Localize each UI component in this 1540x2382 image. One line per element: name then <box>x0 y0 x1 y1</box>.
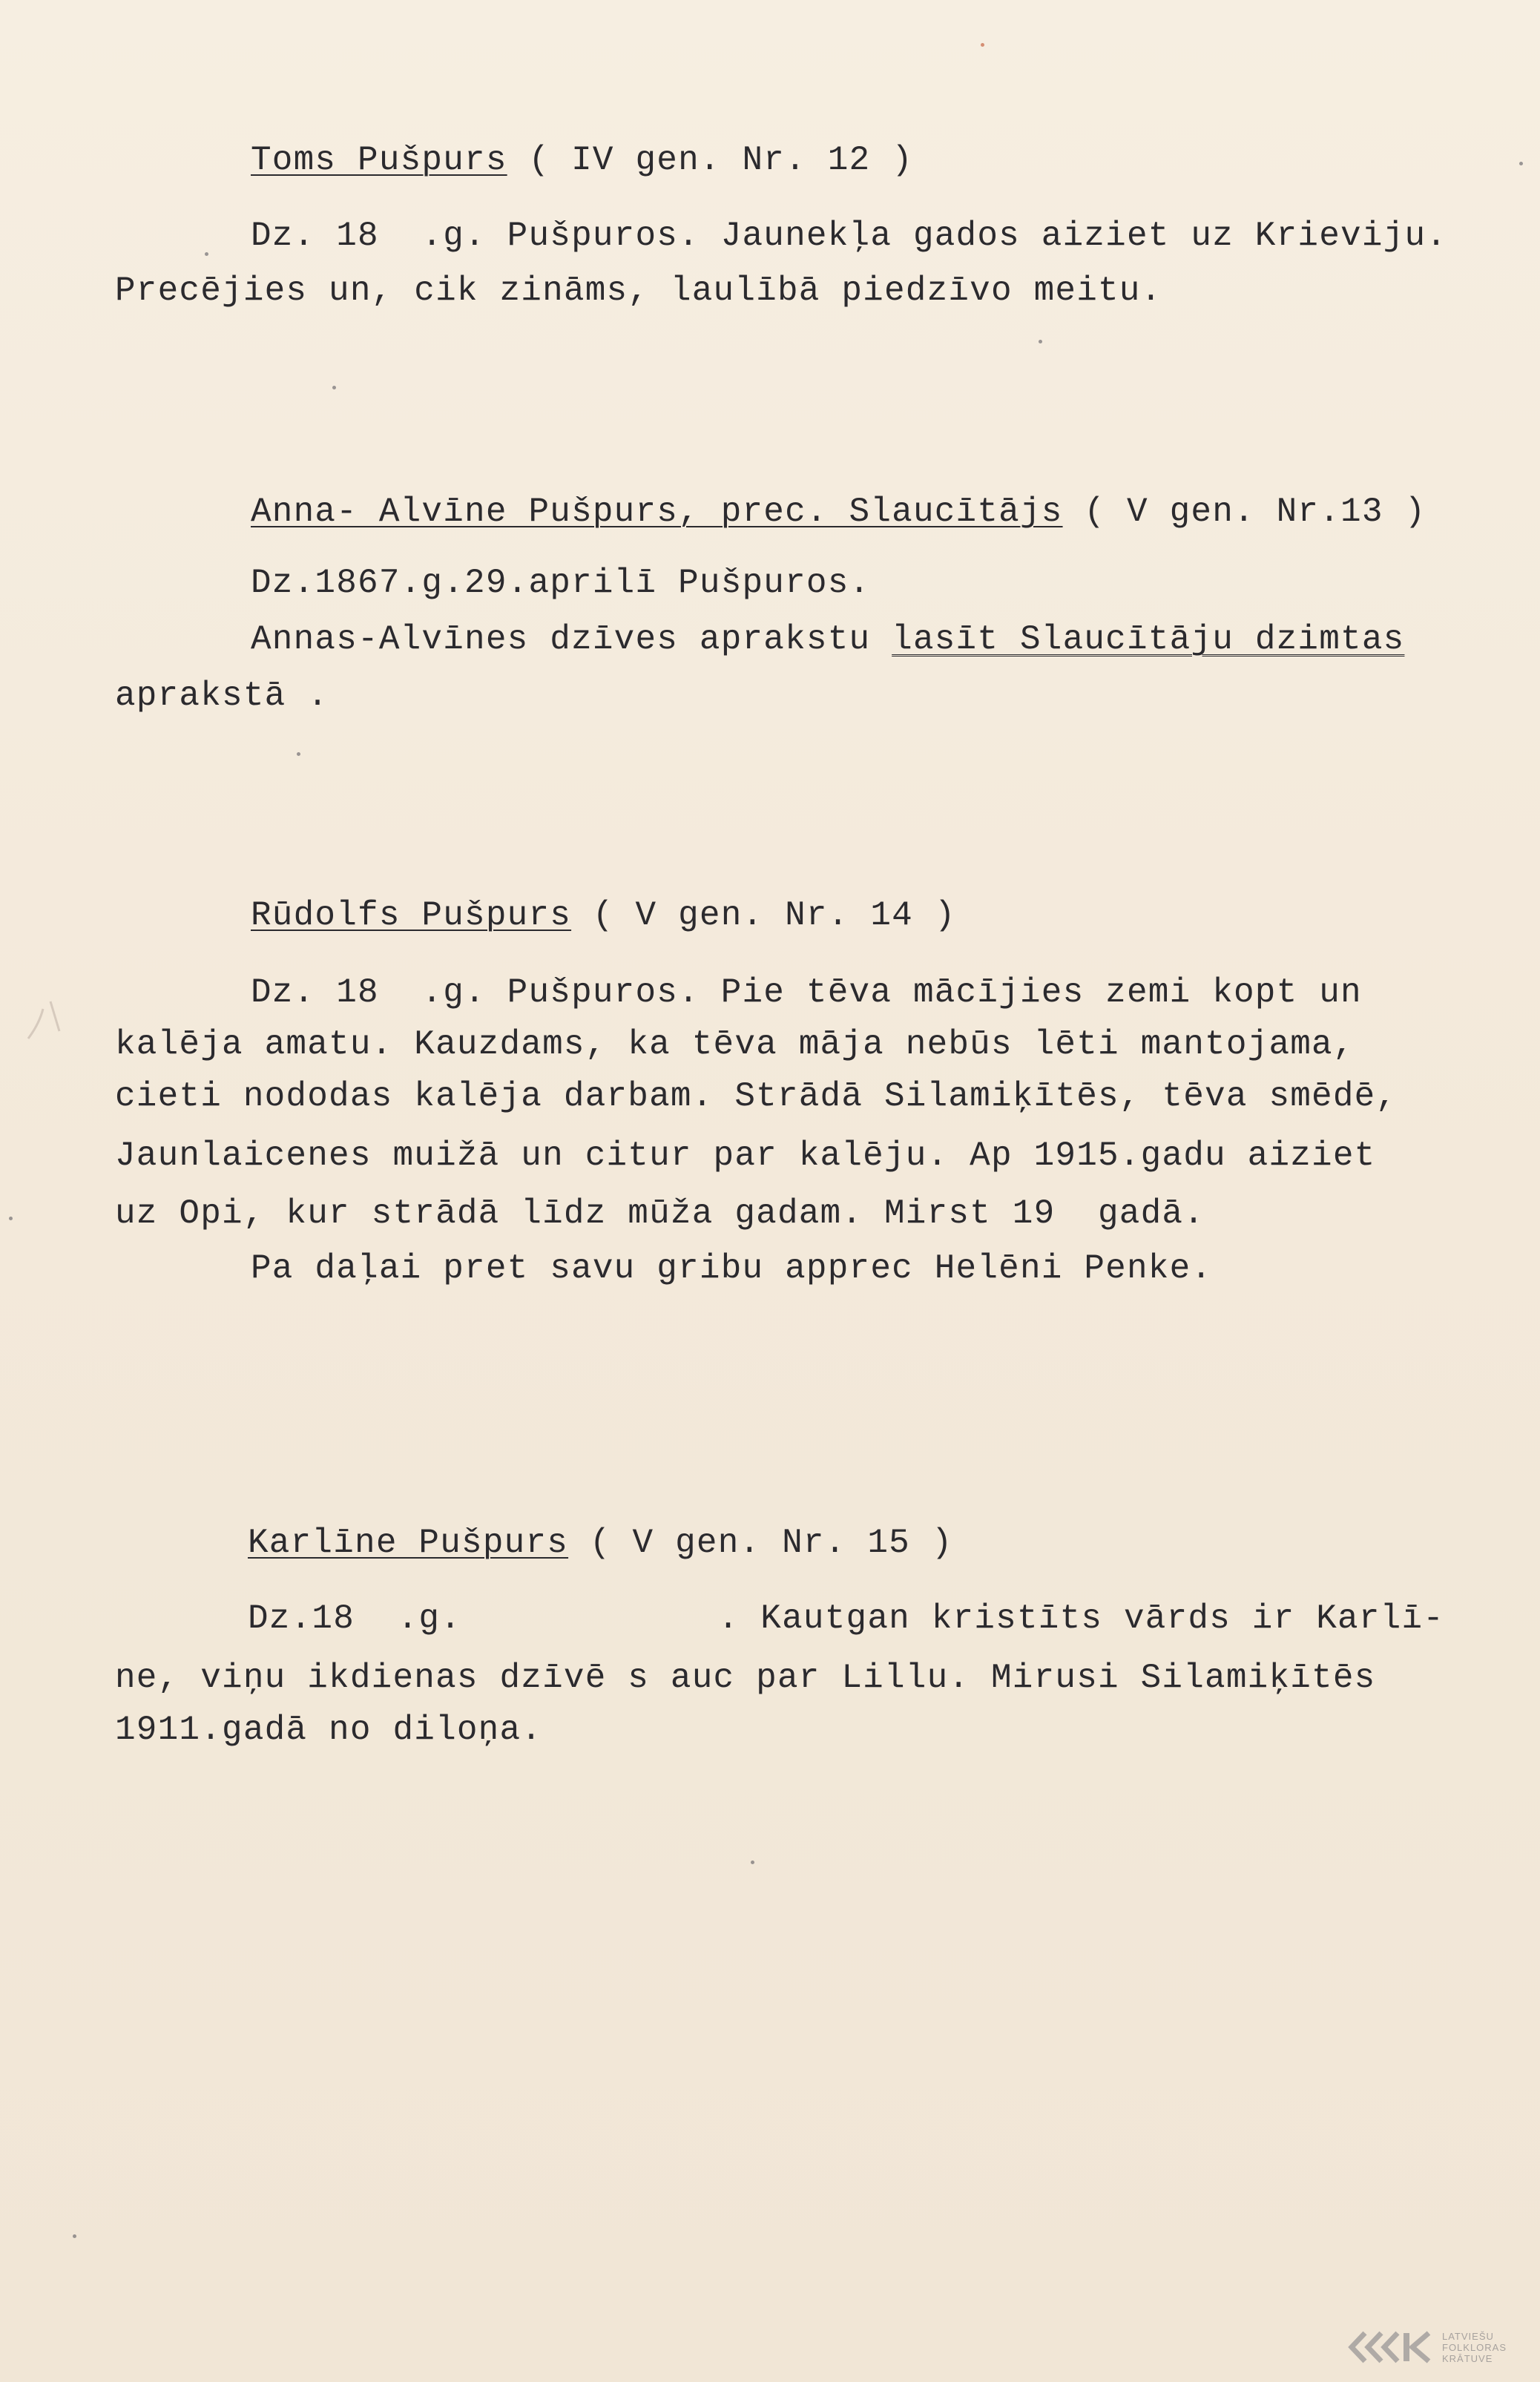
entry-generation: ( V gen. Nr. 14 ) <box>571 896 956 935</box>
entry-text-line: Dz.1867.g.29.aprilī Pušpuros. <box>251 564 871 602</box>
entry-text-line: aprakstā . <box>115 677 329 715</box>
entry-text-part: Annas-Alvīnes dzīves aprakstu <box>251 620 892 659</box>
entry-text-line: Dz. 18 .g. Pušpuros. Jaunekļa gados aiziet uz Krieviju. <box>251 217 1448 255</box>
entry-heading-anna-alvine <box>251 491 1426 533</box>
entry-text-reference: lasīt Slaucītāju dzimtas <box>892 620 1405 659</box>
entry-text-line: Jaunlaicenes muižā un citur par kalēju. Ap 1915.gadu aiziet <box>115 1136 1376 1175</box>
entry-text-line: uz Opi, kur strādā līdz mūža gadam. Mirst 19 gadā. <box>115 1194 1205 1233</box>
paper-speck <box>297 752 300 756</box>
entry-name: Toms Pušpurs <box>251 141 507 180</box>
archive-logo-text: LATVIEŠU FOLKLORAS KRĀTUVE <box>1442 2330 1507 2364</box>
entry-name: Anna- Alvīne Pušpurs, prec. Slaucītājs <box>251 493 1063 531</box>
paper-speck <box>9 1217 13 1220</box>
paper-speck <box>981 43 984 47</box>
paper-speck <box>73 2234 76 2238</box>
entry-generation: ( V gen. Nr.13 ) <box>1062 493 1427 531</box>
paper-speck <box>1039 340 1042 343</box>
archive-logo-icon <box>1347 2329 1436 2366</box>
entry-text-line <box>251 619 1404 660</box>
entry-heading-rudolfs <box>251 895 956 936</box>
paper-speck <box>1519 162 1523 165</box>
entry-text-line: Precējies un, cik zināms, laulībā piedzīvo meitu. <box>115 272 1162 310</box>
archive-logo <box>1347 2324 1525 2370</box>
paper-speck <box>332 386 336 389</box>
entry-text-line: cieti nododas kalēja darbam. Strādā Silamiķītēs, tēva smēdē, <box>115 1077 1398 1116</box>
paper-speck <box>751 1860 754 1864</box>
entry-heading-toms <box>251 139 913 181</box>
entry-generation: ( V gen. Nr. 15 ) <box>568 1524 953 1562</box>
entry-text-line: Dz. 18 .g. Pušpuros. Pie tēva mācījies zemi kopt un <box>251 973 1362 1012</box>
entry-text-line: Dz.18 .g. . Kautgan kristīts vārds ir Karlī- <box>248 1599 1445 1638</box>
entry-generation: ( IV gen. Nr. 12 ) <box>507 141 913 180</box>
entry-text-line: Pa daļai pret savu gribu apprec Helēni Penke. <box>251 1249 1213 1288</box>
entry-name: Karlīne Pušpurs <box>248 1524 569 1562</box>
entry-text-line: kalēja amatu. Kauzdams, ka tēva māja nebūs lēti mantojama, <box>115 1025 1355 1064</box>
entry-name: Rūdolfs Pušpurs <box>251 896 572 935</box>
pencil-mark-icon <box>21 994 73 1053</box>
entry-heading-karline <box>248 1522 953 1564</box>
paper-speck <box>205 252 208 256</box>
entry-text-line: 1911.gadā no diloņa. <box>115 1711 543 1749</box>
entry-text-line: ne, viņu ikdienas dzīvē s auc par Lillu. Mirusi Silamiķītēs <box>115 1659 1376 1697</box>
